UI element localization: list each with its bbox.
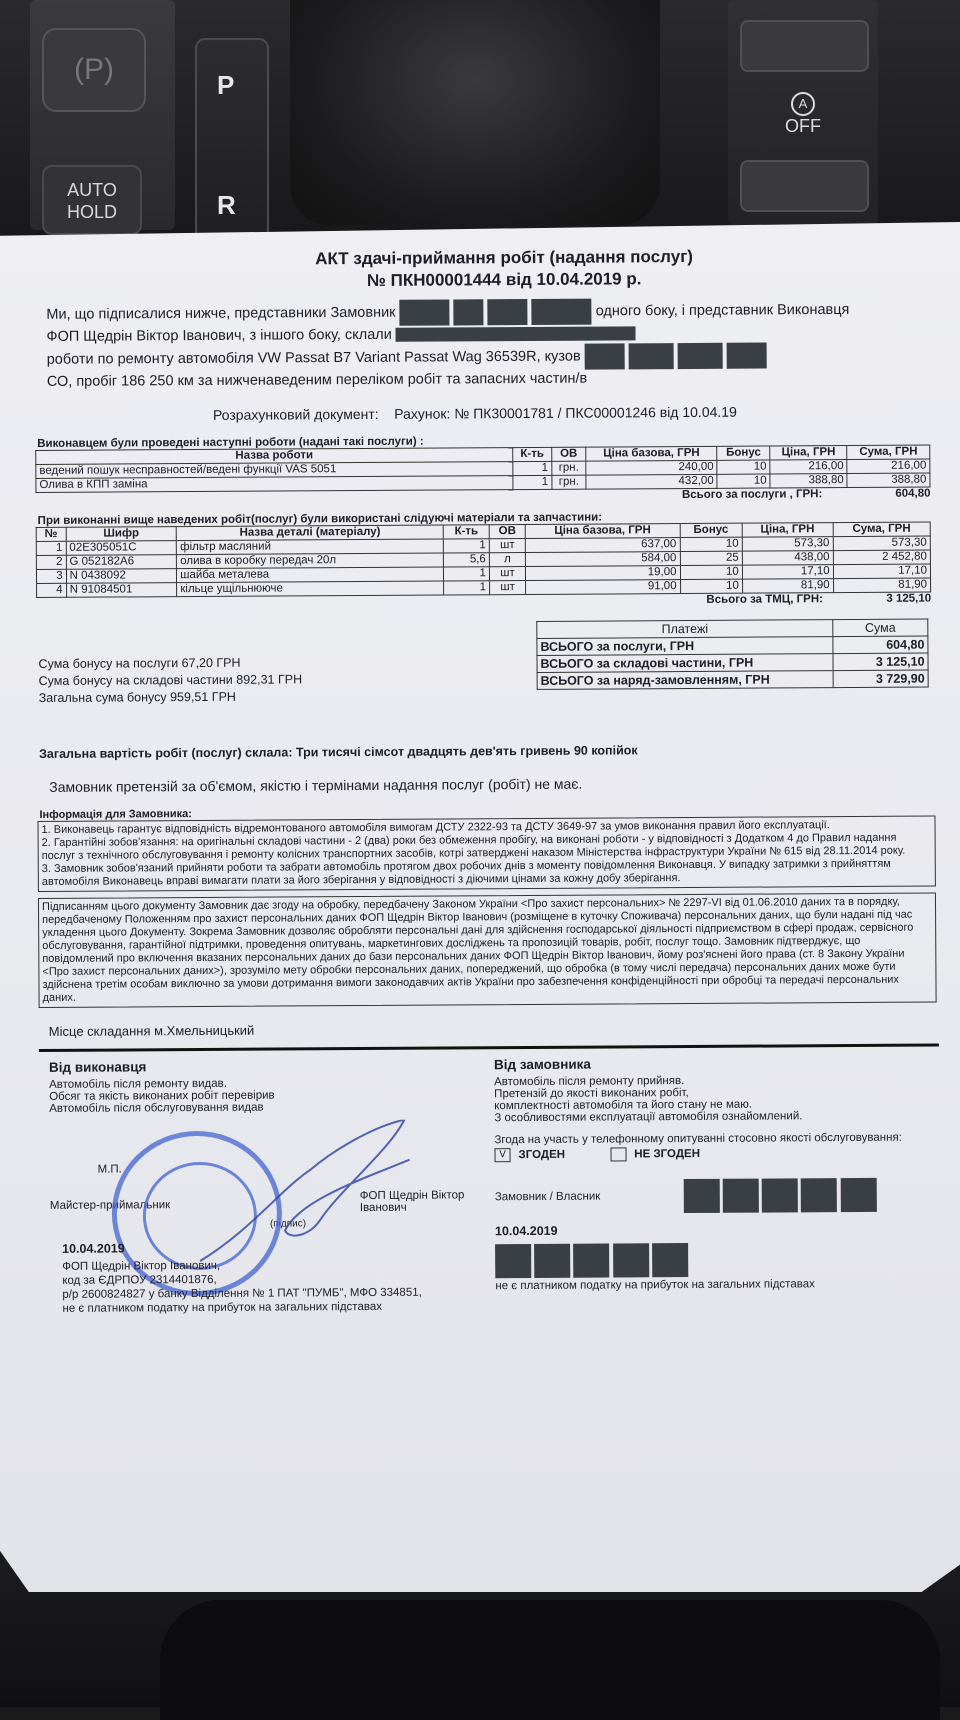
payment-label: ВСЬОГО за послуги, ГРН xyxy=(537,637,833,656)
works-header-cell: Сума, ГРН xyxy=(847,445,930,460)
parts-cell: 2 xyxy=(36,555,66,569)
parts-header-cell: Шифр xyxy=(66,527,177,542)
works-total-value: 604,80 xyxy=(895,487,931,500)
act-document xyxy=(34,245,940,1315)
works-header-cell: Ціна базова, ГРН xyxy=(586,446,717,461)
payment-row xyxy=(537,670,928,689)
parts-cell: 17,10 xyxy=(833,564,930,579)
customer-date: 10.04.2019 xyxy=(494,1223,558,1239)
consent-box: Підписанням цього документу Замовник дає згоду на обробку, передбачену Законом України <Про захист персональних> № 2297-VI від 01.06.2010 даних та в порядку, передбаченому Положенням про захист персональних даних ФОП Щедрін Віктор Іванович (розміщене в куточку Споживача) персональних даних, що були надані під час укладення цього Документу. Зокрема Замовник дозволяє обробляти персональні дані для здійснення господарської діяльності підприємством в сфері продаж, сервісного обслуговування, гарантійної підтримки, проведення опитувань, маркетингових досліджень та пропозицій товарів, робіт, послуг тощо. Замовник підтверджує, що повідомлений про включення вказаних персональних даних до бази персональних даних ФОП Щедрін Віктор Іванович, йому роз'яснені його права (ст. 8 Закону України <Про захист персональних даних>), зрозуміло мету обробки персональних даних, попереджений, що обробка (в тому числі передача) персональних даних може бути здійснена третім особам виключно за умови дотримання вимоги законодавчих актів України про забезпечення конфіденційності при обробці та передачі персональних даних. xyxy=(38,893,937,1008)
gear-shift-boot xyxy=(290,0,660,225)
signature-note: (підпис) xyxy=(269,1218,307,1230)
calc-label: Розрахунковий документ: xyxy=(212,405,379,423)
executor-detail: р/р 2600824827 у банку Відділення № 1 ПАТ "ПУМБ", МФО 334851, xyxy=(62,1286,422,1301)
parts-header-cell: Ціна, ГРН xyxy=(742,523,833,538)
parts-cell: 81,90 xyxy=(833,578,930,593)
parts-cell: 19,00 xyxy=(526,566,680,581)
parts-cell: 637,00 xyxy=(525,538,679,553)
auto-hold-label-2: HOLD xyxy=(66,202,117,222)
disagree-checkbox[interactable] xyxy=(610,1147,626,1161)
bonus-services: Сума бонусу на послуги 67,20 ГРН xyxy=(38,655,241,671)
parts-cell: олива в коробку передач 20л xyxy=(177,553,444,569)
console-button xyxy=(740,20,869,72)
works-cell: 216,00 xyxy=(770,460,847,474)
executor-line: Автомобіль після обслуговування видав xyxy=(49,1101,264,1115)
off-label: OFF xyxy=(785,116,821,136)
executor-block xyxy=(49,1057,469,1115)
works-section-title: Виконавцем були проведені наступні роботи (надані такі послуги) : xyxy=(37,435,424,450)
parts-cell: 438,00 xyxy=(742,551,833,566)
payment-label: ВСЬОГО за складові частини, ГРН xyxy=(537,654,833,673)
parts-cell: кільце ущільнююче xyxy=(177,581,444,597)
redaction xyxy=(585,343,625,369)
parts-cell: 4 xyxy=(37,583,67,597)
info-box xyxy=(37,816,935,892)
redaction xyxy=(652,1243,688,1277)
intro-paragraph xyxy=(46,297,935,392)
works-header-cell: Бонус xyxy=(717,446,770,460)
works-cell: 10 xyxy=(717,460,770,474)
survey-options xyxy=(494,1146,934,1163)
summary-area xyxy=(36,618,937,718)
title-line-1: АКТ здачі-приймання робіт (надання послуг) xyxy=(315,246,693,269)
auto-hold-label: AUTO xyxy=(67,180,117,200)
parts-cell: 81,90 xyxy=(742,579,833,594)
executor-details xyxy=(62,1258,422,1316)
intro-text: роботи по ремонту автомобіля VW Passat B7 Variant Passat Wag 36539R, кузов xyxy=(46,348,581,368)
parts-header-cell: Бонус xyxy=(680,523,742,537)
gear-p: P xyxy=(217,70,235,100)
seat-shape xyxy=(160,1600,940,1720)
start-stop-off-button xyxy=(748,92,858,150)
parts-section-title: При виконанні вище наведених робіт(послуг) були використані слідуючі матеріали та запчастини: xyxy=(37,511,603,527)
parts-header-cell: Сума, ГРН xyxy=(833,522,930,537)
parts-header-cell: Ціна базова, ГРН xyxy=(525,524,679,539)
parts-cell: 3 xyxy=(36,569,66,583)
works-cell: 240,00 xyxy=(586,460,717,475)
parts-cell: 1 xyxy=(444,539,490,553)
info-item-3: 3. Замовник зобов'язаний прийняти роботи та забрати автомобіль протягом двох робочих днів з моменту повідомлення Виконавця. У випадку затримки з прийняттям автомобіля Виконавець вправі вимагати плати за його зберігання у відповідності з діючими цінами за кожну добу зберігання. xyxy=(41,857,891,888)
claims-statement: Замовник претензій за об'ємом, якістю і термінами надання послуг (робіт) не має. xyxy=(49,775,583,795)
parts-cell: 584,00 xyxy=(525,552,679,567)
works-cell: 388,80 xyxy=(770,474,847,488)
parts-cell: 2 452,80 xyxy=(833,550,930,565)
parts-total-label: Всього за ТМЦ, ГРН: xyxy=(706,593,823,606)
works-cell: грн. xyxy=(552,461,586,475)
works-cell: грн. xyxy=(552,475,586,489)
parts-cell: 10 xyxy=(680,565,742,579)
parts-cell: 1 xyxy=(444,567,490,581)
executor-name: ФОП Щедрін Віктор Іванович xyxy=(359,1189,465,1215)
parts-cell: 5,6 xyxy=(444,553,490,567)
calc-value: Рахунок: № ПК30001781 / ПКС00001246 від 10.04.19 xyxy=(394,403,737,422)
seal-place-label: М.П. xyxy=(97,1163,122,1176)
parking-brake-icon: (P) xyxy=(74,53,114,86)
calculation-document xyxy=(213,402,935,422)
info-item-1: 1. Виконавець гарантує відповідність відремонтованого автомобіля вимогам ДСТУ 2322-93 та ДСТУ 3649-97 за умов виконання правил його експлуатації. xyxy=(41,819,830,836)
customer-details-redacted xyxy=(495,1242,935,1279)
parts-cell: фільтр масляний xyxy=(177,539,444,555)
redaction xyxy=(801,1178,837,1212)
parts-cell: N 0438092 xyxy=(66,569,177,584)
parts-cell: 17,10 xyxy=(742,565,833,580)
payments-table xyxy=(536,619,928,690)
works-header-cell: К-ть xyxy=(513,447,552,461)
customer-line: З особливостями експлуатації автомобіля ознайомлений. xyxy=(494,1110,803,1125)
owner-row xyxy=(495,1178,935,1215)
works-total-label: Всього за послуги , ГРН: xyxy=(681,488,823,502)
document-title xyxy=(74,245,934,294)
payment-value: 604,80 xyxy=(833,636,928,654)
executor-line: Автомобіль після ремонту видав. xyxy=(49,1077,227,1091)
bonus-parts: Сума бонусу на складові частини 892,31 ГРН xyxy=(38,672,303,688)
parts-header-cell: ОВ xyxy=(489,525,525,539)
parts-total-value: 3 125,10 xyxy=(886,592,932,605)
redaction xyxy=(613,1243,649,1277)
customer-heading: Від замовника xyxy=(493,1056,591,1073)
customer-line: Автомобіль після ремонту прийняв. xyxy=(494,1075,685,1089)
payments-sum-header: Сума xyxy=(833,619,928,637)
parts-cell: шайба металева xyxy=(177,567,444,583)
intro-text: одного боку, і представник Виконавця xyxy=(595,301,850,320)
redaction xyxy=(762,1178,798,1212)
redaction xyxy=(683,1179,719,1213)
survey-question: Згода на участь у телефонному опитуванні стосовно якості обслуговування: xyxy=(494,1131,902,1147)
signature-scribble xyxy=(189,1120,420,1271)
gear-r: R xyxy=(217,190,236,220)
redaction xyxy=(495,1244,531,1278)
agree-label: ЗГОДЕН xyxy=(518,1148,566,1162)
customer-block xyxy=(494,1055,935,1293)
customer-line: Претензій до якості виконаних робіт, xyxy=(494,1087,689,1101)
parts-cell: шт xyxy=(489,539,525,553)
redaction xyxy=(629,343,674,369)
customer-line: комплектності автомобіля та його стану не маю. xyxy=(494,1098,753,1113)
intro-text: ФОП Щедрін Віктор Іванович, з іншого боку, склали xyxy=(46,326,392,345)
parts-cell: 02E305051C xyxy=(66,541,177,556)
parts-header-cell: Назва деталі (матеріалу) xyxy=(176,525,443,541)
redaction xyxy=(840,1178,876,1212)
redaction xyxy=(727,343,767,369)
redaction xyxy=(678,343,723,369)
place-of-signing: Місце складання м.Хмельницький xyxy=(48,1022,255,1039)
signatures-section xyxy=(39,1046,941,1315)
payment-value: 3 125,10 xyxy=(833,653,928,671)
redaction xyxy=(488,299,528,325)
works-cell: 10 xyxy=(717,474,770,488)
works-cell: ведений пошук несправностей/ведені функції VAS 5051 xyxy=(36,462,513,479)
parts-cell: N 91084501 xyxy=(66,583,177,598)
works-cell: 1 xyxy=(513,475,552,489)
works-cell: 432,00 xyxy=(586,474,717,489)
gear-indicator xyxy=(195,38,269,242)
redaction xyxy=(453,299,483,325)
parts-header-cell: К-ть xyxy=(443,525,489,539)
works-cell: Олива в КПП заміна xyxy=(36,476,513,493)
bonus-summary xyxy=(38,654,302,707)
works-table xyxy=(35,445,930,493)
works-cell: 388,80 xyxy=(847,473,930,488)
redaction xyxy=(723,1179,759,1213)
parts-cell: 1 xyxy=(36,541,66,555)
bonus-total: Загальна сума бонусу 959,51 ГРН xyxy=(38,689,236,705)
redaction xyxy=(534,1244,570,1278)
parts-cell: 573,30 xyxy=(833,536,930,551)
executor-heading: Від виконавця xyxy=(48,1059,147,1075)
parts-cell: 10 xyxy=(680,579,742,593)
parts-cell: G 052182A6 xyxy=(66,555,177,570)
console-button xyxy=(740,160,869,212)
works-header-cell: Ціна, ГРН xyxy=(770,446,847,460)
parts-header-cell: № xyxy=(36,527,66,541)
agree-checkbox[interactable]: V xyxy=(494,1148,510,1162)
payments-header: Платежі xyxy=(537,620,833,639)
disagree-label: НЕ ЗГОДЕН xyxy=(634,1147,701,1161)
redaction xyxy=(396,326,636,341)
auto-start-stop-icon: A xyxy=(791,92,815,116)
redaction xyxy=(532,299,592,325)
intro-text: Ми, що підписалися нижче, представники Замовник xyxy=(46,304,396,323)
executor-line: Обсяг та якість виконаних робіт перевірив xyxy=(49,1089,275,1103)
parts-cell: 25 xyxy=(680,551,742,565)
redaction xyxy=(399,299,449,325)
executor-detail: ФОП Щедрін Віктор Іванович, xyxy=(62,1259,221,1273)
executor-detail: код за ЄДРПОУ 2314401876, xyxy=(62,1273,217,1287)
parts-cell: 10 xyxy=(680,537,742,551)
works-cell: 1 xyxy=(513,461,552,475)
parts-cell: 1 xyxy=(444,581,490,595)
master-label: Майстер-приймальник xyxy=(49,1199,171,1212)
works-cell: 216,00 xyxy=(847,459,930,474)
owner-label: Замовник / Власник xyxy=(494,1190,601,1204)
title-line-2: № ПКН00001444 від 10.04.2019 р. xyxy=(366,269,642,290)
payment-value: 3 729,90 xyxy=(833,670,928,688)
customer-tax-status: не є платником податку на прибуток на загальних підставах xyxy=(495,1278,815,1293)
total-in-words: Загальна вартість робіт (послуг) склала: Три тисячі сімсот двадцять дев'ять гривень 90 копійок xyxy=(39,743,638,761)
intro-text: СО, пробіг 186 250 км за нижченаведеним переліком робіт та запасних частин/в xyxy=(46,370,588,390)
info-title: Інформація для Замовника: xyxy=(39,808,192,821)
parts-cell: шт xyxy=(489,581,525,595)
payment-label: ВСЬОГО за наряд-замовленням, ГРН xyxy=(537,671,833,690)
auto-hold-button xyxy=(42,165,142,235)
executor-detail: не є платником податку на прибуток на загальних підставах xyxy=(62,1300,382,1315)
parking-brake-button xyxy=(42,28,146,112)
redaction xyxy=(573,1244,609,1278)
executor-date: 10.04.2019 xyxy=(62,1241,125,1256)
parts-table xyxy=(36,522,931,598)
works-header-cell: Назва роботи xyxy=(36,448,513,465)
info-item-2: 2. Гарантійні зобов'язання: на оригінальні складові частини - 2 (два) роки без обмеження пробігу, на виконані роботи - у відповідності з Додатком 4 до Правил надання послуг з технічного обслуговування і ремонту колісних транспортних засобів, котрі затверджені наказом Міністерства інфраструктури України № 615 від 28.11.2014 року. xyxy=(41,831,906,862)
parts-cell: л xyxy=(489,553,525,567)
parts-cell: шт xyxy=(489,567,525,581)
parts-cell: 573,30 xyxy=(742,537,833,552)
works-header-cell: ОВ xyxy=(551,447,585,461)
parts-cell: 91,00 xyxy=(526,580,680,595)
